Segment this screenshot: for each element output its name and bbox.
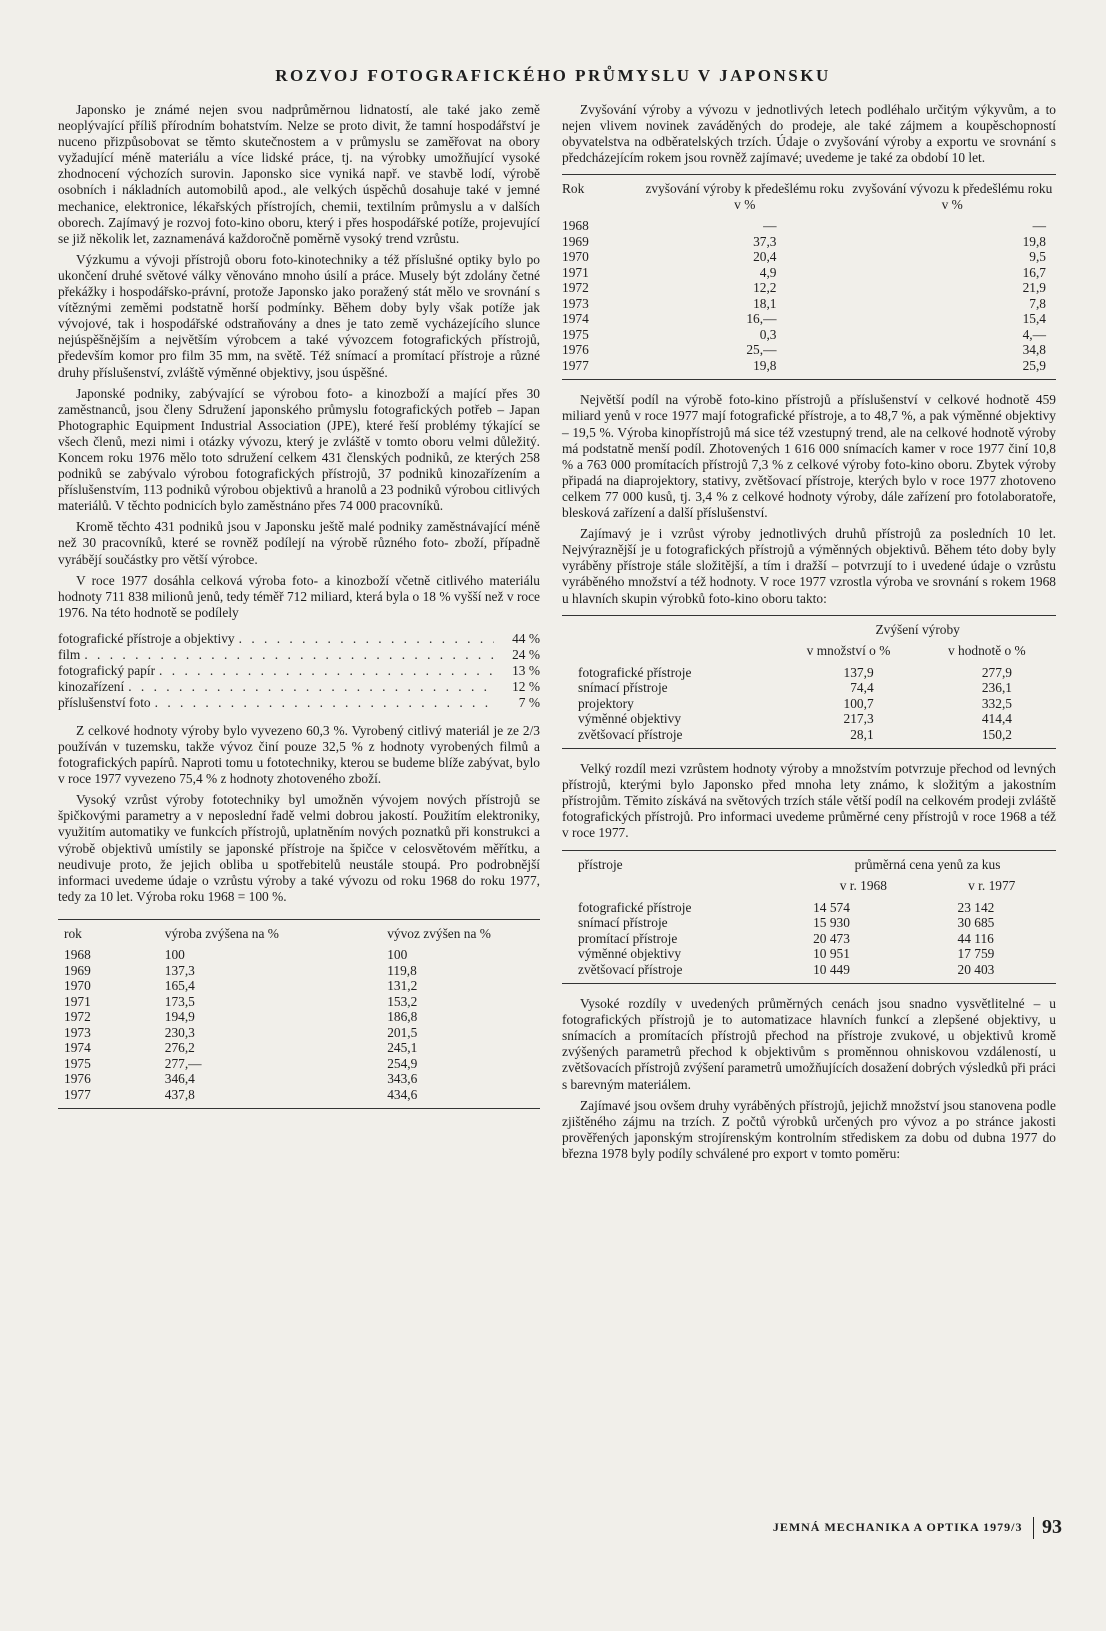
table-cell: 217,3 [843,711,874,727]
table-cell: 1971 [562,264,589,280]
share-label: příslušenství foto [58,694,151,710]
paragraph: Japonsko je známé nejen svou nadprůměrnou lidnatostí, ale také jako země neoplývající příliš přírodním bohatstvím. Nelze se proto divit, že tamní hospodářství je nuceno přizpůsobovat se těmto skutečnostem a v průmyslu se zaměřovat na obory vyžadující méně materiálu a více lidské práce, tj. na výrobky umožňující vysoké zhodnocení výchozích surovin. Japonsko sice vyniká např. ve stavbě lodí, výrobě osobních i nákladních automobilů apod., ale velkých úspěchů dosahuje také v jemné mechanice, elektronice, lékařských přístrojích, chemii, textilním průmyslu a v dalších oborech. Zajímavý je rozvoj foto-kino oboru, který i přes hospodářské potíže, projevující se již několik let, zaznamenává každoročně poměrně vysoký trend vzrůstu. [58,102,540,246]
table-cell: zvětšovací přístroje [578,961,683,977]
table-cell: promítací přístroje [578,930,678,946]
leader-dots [155,695,494,711]
paragraph: Největší podíl na výrobě foto-kino přístrojů a příslušenství v celkové hodnotě 459 miliard yenů v roce 1977 mají fotografické přístroje, a to 48,7 %, a pak výměnné objektivy – 19,5 %. Výroba kinopřístrojů má sice též vzestupný trend, ale na celkové hodnotě výroby má podstatně menší podíl. Zhotovených 1 616 000 snímacích kamer v roce 1977 činí 10,8 % a 763 000 promítacích přístrojů 7,3 % z celkové výroby foto-kino oboru. Zbytek výroby připadá na diaprojektory, stativy, zvětšovací přístroje, kterých bylo v roce 1977 zhotoveno celkem 77 000 kusů, tj. 3,4 % z celkové hodnoty výroby, dále zařízení pro fotolaboratoře, blesková zařízení a další příslušenství. [562,392,1056,521]
table-row [562,962,1056,978]
table-cell: 277,— [164,1055,202,1071]
table-body [58,947,540,1102]
table-row [562,311,1056,327]
table-cell: 201,5 [387,1024,418,1040]
table-cell: 25,— [746,342,777,358]
share-label: kinozařízení [58,678,125,694]
paragraph: V roce 1977 dosáhla celková výroba foto- a kinozboží včetně citlivého materiálu hodnoty 711 838 milionů jenů, tedy téměř 712 miliard, která byla o 18 % vyšší než v roce 1976. Na této hodnotě se podílely [58,572,540,620]
table-cell: 1974 [64,1040,91,1056]
table-cell: 19,8 [1022,233,1046,249]
table-cell: snímací přístroje [578,680,668,696]
table-cell: 1973 [562,295,589,311]
table-cell: 28,1 [850,726,874,742]
column-header: zvyšování vývozu k předešlému roku v % [852,181,1053,212]
table-row [562,265,1056,281]
table-bottom-rule [562,748,1056,749]
table-row [562,915,1056,931]
table-cell: 15,4 [1022,311,1046,327]
column-header: Rok [562,181,585,197]
paragraph: Kromě těchto 431 podniků jsou v Japonsku ještě malé podniky zaměstnávající méně než 30 pracovníků, které se rovněž podílejí na výrobě různého foto- zboží, případně vyrábějí součástky pro větší výrobce. [58,519,540,567]
share-row [58,647,540,663]
table-row [58,1087,540,1103]
table-row [562,711,1056,727]
table-cell: 153,2 [387,993,418,1009]
table-body [562,218,1056,373]
table-cell: 16,7 [1022,264,1046,280]
paragraph: Zajímavé jsou ovšem druhy vyráběných přístrojů, jejichž množství jsou stanovena podle zjištěného zájmu na trzích. Z počtů výrobků určených pro vývoz a po stránce jakosti prověřených japonským strojírenským kontrolním střediskem za dobu od dubna 1977 do března 1978 byly podíly schválené pro export v tomto poměru: [562,1097,1056,1161]
table-cell: 230,3 [164,1024,195,1040]
production-shares-list [58,631,540,711]
table-cell: 100,7 [843,695,874,711]
table-cell: 1970 [64,978,91,994]
page-footer [773,1516,1062,1539]
share-value: 13 % [512,662,540,678]
share-label: film [58,646,81,662]
paragraph: Výzkumu a vývoji přístrojů oboru foto-kinotechniky a též příslušné optiky bylo po ukončení druhé světové války věnováno mnoho úsilí a práce. Musely být zdolány četné překážky i hospodářsko-právní, protože Japonsko jako poražený stát mělo ve srovnání s vítěznými zeměmi podstatně horší podmínky. Během doby byly však potíže jak vývojové, tak i hospodářské odstraňovány a dnes je tato země vycházejícího slunce nejúspěšnějším a největším výrobcem a také vývozcem fotografických přístrojů, především komor pro film 35 mm, na světě. Též snímací a promítací přístroje a různé druhy příslušenství, zvláště výměnné objektivy, jsou úspěšné. [58,251,540,380]
share-value: 7 % [518,694,540,710]
share-row [58,695,540,711]
table-cell: 21,9 [1022,280,1046,296]
table-cell: 20,4 [753,249,777,265]
table-cell: 1976 [562,342,589,358]
table-cell: 165,4 [164,978,195,994]
table-cell: 18,1 [753,295,777,311]
table-row [562,358,1056,374]
table-cell: 14 574 [813,899,850,915]
table-row [562,249,1056,265]
table-cell: 20 403 [957,961,995,977]
table-cell: 119,8 [387,962,417,978]
table-cell: 4,9 [759,264,777,280]
table-cell: 30 685 [957,915,995,931]
table-cell: 1972 [562,280,589,296]
table-row [562,327,1056,343]
table-row [562,931,1056,947]
average-price-table [562,857,1056,978]
production-increase-table [562,622,1056,743]
share-row [58,679,540,695]
table-cell: 173,5 [164,993,195,1009]
journal-name: JEMNÁ MECHANIKA A OPTIKA 1979/3 [772,1520,1023,1534]
table-row [562,342,1056,358]
table-row [58,1040,540,1056]
table-cell: 137,3 [164,962,195,978]
paragraph: Zvyšování výroby a vývozu v jednotlivých letech podléhalo určitým výkyvům, a to nejen vlivem novinek zaváděných do prodeje, ale také zájmem a koupěschopností obyvatelstva na odběratelských trzích. Údaje o zvyšování výroby a exportu ve srovnání s předcházejícím rokem jsou rovněž zajímavé; uvedeme je také za období 10 let. [562,102,1056,166]
table-cell: 1972 [64,1009,91,1025]
table-cell: 277,9 [981,664,1012,680]
footer-divider [1033,1517,1035,1539]
table-cell: 100 [164,947,185,963]
table-cell: 1968 [562,218,589,234]
table-cell: 1970 [562,249,589,265]
paragraph: Japonské podniky, zabývající se výrobou foto- a kinozboží a mající přes 30 zaměstnanců, jsou členy Sdružení japonského průmyslu fotografických potřeb – Japan Photographic Equipment Industrial Association (JPE), které řeší problémy týkající se všech členů, mezi nimi i otázky vývozu, který je zvláště v tomto oboru velmi důležitý. Koncem roku 1976 mělo toto sdružení celkem 431 členských podniků, ze kterých 258 podniků se zabývalo výrobou fotografických přístrojů, 37 podniků kinozařízením a příslušenstvím, 113 podniků výrobou objektivů a hranolů a 23 podniků výrobou citlivých materiálů. V těchto podnicích bylo zaměstnáno přes 74 000 pracovníků. [58,385,540,514]
table-cell: 1974 [562,311,589,327]
table-cell: 343,6 [387,1071,418,1087]
table-row [58,963,540,979]
column-header: v r. 1977 [968,878,1016,894]
table-cell: 437,8 [164,1086,195,1102]
table-bottom-rule [58,1108,540,1109]
table-row [562,900,1056,916]
table-cell: 4,— [1022,326,1046,342]
table-row [562,665,1056,681]
column-header: v hodnotě o % [947,643,1026,659]
table-cell: 1968 [64,947,91,963]
table-cell: 150,2 [981,726,1012,742]
share-value: 24 % [512,646,540,662]
share-label: fotografický papír [58,662,156,678]
table-cell: 20 473 [813,930,850,946]
table-cell: 414,4 [981,711,1012,727]
leader-dots [239,631,494,647]
table-row [562,218,1056,234]
table-cell: projektory [578,695,634,711]
table-cell: výměnné objektivy [578,711,682,727]
table-cell: 34,8 [1022,342,1046,358]
table-cell: 254,9 [387,1055,418,1071]
table-cell: 16,— [746,311,777,327]
table-cell: 17 759 [957,946,995,962]
table-row [58,1056,540,1072]
table-cell: snímací přístroje [578,915,668,931]
table-cell: 236,1 [981,680,1012,696]
paragraph: Vysoké rozdíly v uvedených průměrných cenách jsou snadno vysvětlitelné – u fotografických přístrojů je to automatizace hlavních funkcí a zlepšené objektivy, u snímacích a promítacích přístrojů přechod na přístroje zvukové, u objektivů kromě zvýšených parametrů přechod k objektivům s proměnnou ohniskovou vzdáleností, u zvětšovacích přístrojů zvýšení parametrů umožňujících dosažení dobrých výsledků při práci s barevným materiálem. [562,996,1056,1092]
yearly-growth-table [562,181,1056,373]
production-export-index-table [58,926,540,1103]
table-bottom-rule [562,983,1056,984]
leader-dots [128,679,494,695]
group-header: průměrná cena yenů za kus [854,856,1001,872]
table-cell: fotografické přístroje [578,899,692,915]
table-row [58,978,540,994]
table-cell: 1969 [562,233,589,249]
table-body [562,665,1056,743]
table-row [562,696,1056,712]
table-cell: 25,9 [1022,357,1046,373]
table-cell: 434,6 [387,1086,418,1102]
table-row [562,296,1056,312]
table-cell: 137,9 [843,664,874,680]
table-cell: 245,1 [387,1040,418,1056]
table-cell: 74,4 [850,680,874,696]
paragraph: Zajímavý je i vzrůst výroby jednotlivých druhů přístrojů za posledních 10 let. Nejvýraznější je u fotografických přístrojů a výměnných objektivů. Během této doby byly vyráběny přístroje stále složitější, a tím i dražší – potvrzují to i uvedené údaje o vzrůstu vyráběného množství a též hodnoty. V roce 1977 vzrostla výroba ve srovnání s rokem 1968 u hlavních skupin výrobků foto-kino oboru takto: [562,526,1056,606]
table-cell: 9,5 [1029,249,1046,265]
table-cell: 1973 [64,1024,91,1040]
table-top-rule [562,615,1056,616]
table-cell: 1969 [64,962,91,978]
leader-dots [84,647,494,663]
table-cell: 194,9 [164,1009,195,1025]
column-header: rok [64,925,82,941]
table-cell: 12,2 [753,280,777,296]
table-body [562,900,1056,978]
table-row [562,234,1056,250]
page-number: 93 [1042,1516,1062,1538]
article-title: ROZVOJ FOTOGRAFICKÉHO PRŮMYSLU V JAPONSKU [275,66,831,85]
table-cell: 346,4 [164,1071,195,1087]
share-value: 12 % [512,678,540,694]
column-header: v množství o % [806,643,891,659]
table-cell: — [763,218,777,234]
right-column [562,102,1056,1167]
table-cell: 23 142 [957,899,995,915]
table-cell: 7,8 [1029,295,1046,311]
table-cell: 19,8 [753,357,777,373]
column-header: výroba zvýšena na % [164,925,279,941]
table-cell: 100 [387,947,408,963]
share-row [58,663,540,679]
table-cell: 186,8 [387,1009,418,1025]
share-value: 44 % [512,630,540,646]
share-label: fotografické přístroje a objektivy [58,630,235,646]
table-row [562,280,1056,296]
table-cell: fotografické přístroje [578,664,692,680]
paragraph: Z celkové hodnoty výroby bylo vyvezeno 60,3 %. Vyrobený citlivý materiál je ze 2/3 používán v tuzemsku, takže vývoz činí pouze 32,5 % z hodnoty vyrobených filmů a fotografických papírů. Naproti tomu u fototechniky, kterou se budeme blíže zabývat, bylo v roce 1977 vyvezeno 75,4 % z hodnoty zhotoveného zboží. [58,722,540,787]
group-header: Zvýšení výroby [875,621,960,637]
table-cell: 15 930 [813,915,850,931]
column-header: zvyšování výroby k předešlému roku v % [645,181,845,212]
table-top-rule [58,919,540,920]
column-header: v r. 1968 [839,878,887,894]
table-row [562,946,1056,962]
table-cell: 1971 [64,993,91,1009]
table-row [562,727,1056,743]
paragraph: Vysoký vzrůst výroby fototechniky byl umožněn vývojem nových přístrojů se špičkovými parametry a v neposlední řadě velmi dobrou jakostí. Použitím elektroniky, využitím automatiky ve funkcích přístrojů, uplatněním nových poznatků při konstrukci a výrobě objektivů umístily se japonské přístroje na špičce v celosvětovém měřítku, a neudivuje proto, že jejich obliba u spotřebitelů neustále stoupá. Pro podrobnější informaci uvedeme údaje o vzrůstu výroby a také vývozu od roku 1968 do roku 1977, tedy za 10 let. Výroba roku 1968 = 100 %. [58,792,540,904]
table-row [58,1071,540,1087]
table-top-rule [562,174,1056,175]
share-row [58,631,540,647]
table-row [58,994,540,1010]
table-cell: 1977 [64,1086,91,1102]
table-cell: 131,2 [387,978,418,994]
column-header: vývoz zvýšen na % [387,925,491,941]
table-row [58,947,540,963]
table-cell: 1976 [64,1071,91,1087]
table-cell: 44 116 [957,930,994,946]
left-column [58,102,540,1109]
table-cell: 37,3 [753,233,777,249]
table-cell: 0,3 [759,326,777,342]
leader-dots [159,663,494,679]
table-cell: 10 449 [813,961,850,977]
table-cell: zvětšovací přístroje [578,726,683,742]
table-top-rule [562,850,1056,851]
table-cell: 1977 [562,357,589,373]
table-cell: 332,5 [981,695,1012,711]
table-cell: — [1032,218,1046,234]
table-cell: 1975 [64,1055,91,1071]
paragraph: Velký rozdíl mezi vzrůstem hodnoty výroby a množstvím potvrzuje přechod od levných přístrojů, kterými bylo Japonsko před mnoha lety známo, k složitým a jakostním přístrojům. Těmito získává na světových trzích stále větší podíl na celkovém prodeji zvláště fotografických přístrojů. Pro informaci uvedeme průměrné ceny přístrojů v roce 1968 a též v roce 1977. [562,761,1056,841]
table-cell: výměnné objektivy [578,946,682,962]
table-row [58,1009,540,1025]
table-cell: 276,2 [164,1040,195,1056]
table-cell: 1975 [562,326,589,342]
table-bottom-rule [562,379,1056,380]
table-cell: 10 951 [813,946,850,962]
column-header: přístroje [578,856,623,872]
table-row [562,680,1056,696]
table-row [58,1025,540,1041]
